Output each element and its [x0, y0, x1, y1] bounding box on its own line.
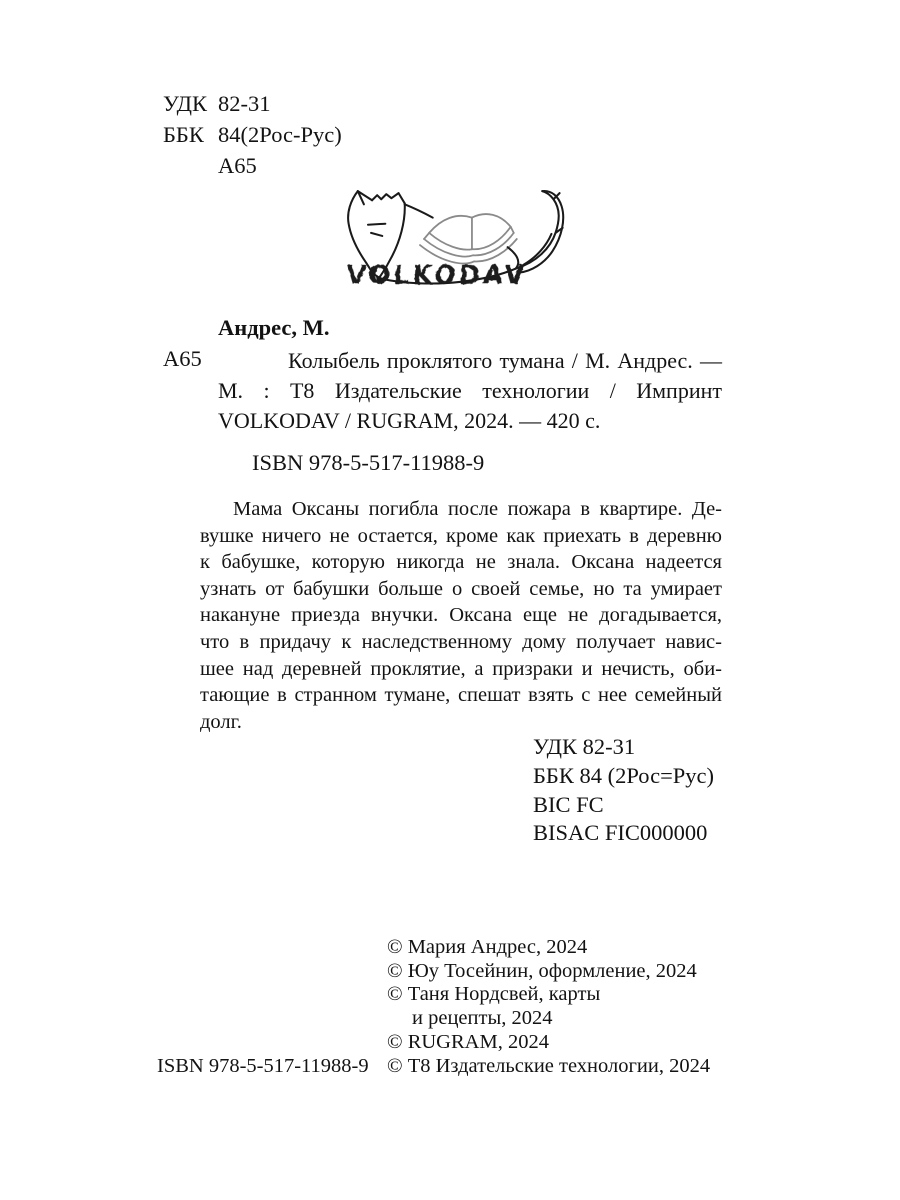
volkodav-wordmark: VOLKODAV — [345, 260, 529, 291]
volkodav-logo — [328, 186, 568, 292]
udk-row — [163, 88, 342, 119]
classification-line: BISAC FIC000000 — [533, 820, 708, 846]
volkodav-wordmark-group — [345, 261, 528, 291]
classification-line: ББК 84 (2Рос=Рус) — [533, 762, 715, 788]
bbk-label: ББК — [163, 122, 204, 147]
annotation-line: вушке ничего не остается, кроме как приехать в деревню — [200, 524, 722, 547]
annotation-line: шее над деревней проклятие, а призраки и нечисть, оби- — [200, 657, 722, 680]
copyright-entry: © Мария Андрес, 2024 — [387, 936, 588, 958]
copyright-entry: © RUGRAM, 2024 — [387, 1030, 549, 1053]
catalog-line: VOLKODAV / RUGRAM, 2024. — 420 с. — [218, 408, 601, 433]
annotation-line: Мама Оксаны погибла после пожара в квартире. Де- — [233, 498, 722, 520]
annotation-line: узнать от бабушки больше о своей семье, но та умирает — [200, 577, 722, 600]
catalog-card-description — [218, 346, 722, 436]
udk-label: УДК — [163, 91, 208, 116]
copyright-block — [0, 936, 900, 1096]
udk-value: 82-31 — [218, 91, 271, 116]
copyright-entry-continuation: и рецепты, 2024 — [412, 1007, 553, 1030]
classification-codes — [533, 733, 714, 848]
author-heading: Андрес, М. — [218, 315, 330, 340]
catalog-line: М. : Т8 Издательские технологии / Импринт — [218, 378, 722, 403]
classification-line: BIC FC — [533, 791, 604, 817]
bbk-row — [163, 119, 342, 150]
annotation-line: тающие в странном тумане, спешат взять с нее семейный — [200, 684, 722, 707]
annotation-line: долг. — [200, 710, 242, 733]
author-code: А65 — [218, 153, 257, 178]
bbk-value: 84(2Рос-Рус) — [218, 122, 342, 147]
annotation-line: накануне приезда внучки. Оксана еще не догадывается, — [200, 604, 722, 627]
annotation-line: к бабушке, которую никогда не знала. Оксана надеется — [200, 551, 722, 574]
author-code-row — [218, 150, 342, 181]
annotation-line: что в придачу к наследственному дому получает навис- — [200, 630, 722, 653]
classification-line: УДК 82-31 — [533, 734, 636, 759]
copyright-entries — [387, 936, 900, 1078]
copyright-entry: © Юу Тосейнин, оформление, 2024 — [387, 959, 697, 982]
open-book — [420, 214, 517, 263]
isbn-number: ISBN 978-5-517-11988-9 — [252, 450, 485, 475]
isbn-number-bottom: ISBN 978-5-517-11988-9 — [157, 1054, 369, 1077]
wolf-book-logo-image — [328, 186, 568, 292]
catalog-card-code: А65 — [163, 346, 202, 371]
catalog-line: Колыбель проклятого тумана / М. Андрес. — — [288, 348, 722, 373]
annotation-paragraph — [200, 496, 722, 735]
copyright-entry: © Т8 Издательские технологии, 2024 — [387, 1054, 711, 1077]
cataloguing-indices — [163, 88, 342, 181]
copyright-entry: © Таня Нордсвей, карты — [387, 983, 601, 1006]
